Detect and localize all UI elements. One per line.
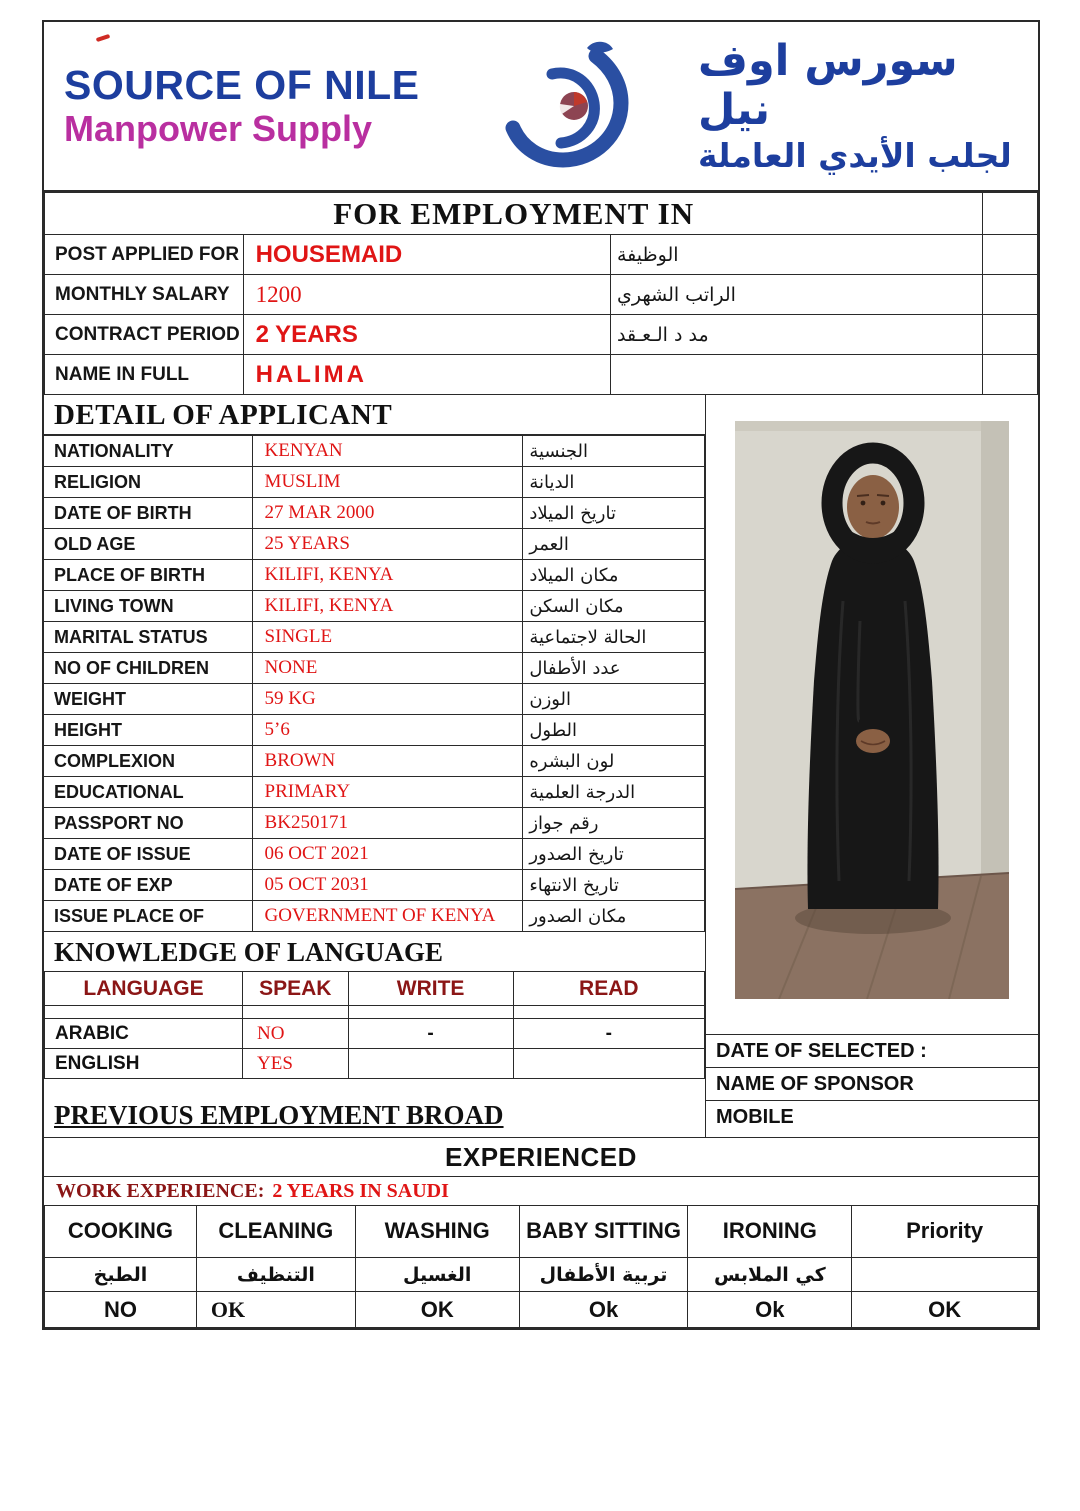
skill-label-arabic: الغسيل bbox=[355, 1258, 519, 1292]
section-title-language: KNOWLEDGE OF LANGUAGE bbox=[54, 937, 444, 967]
skill-value: OK bbox=[852, 1292, 1038, 1328]
skill-value: Ok bbox=[688, 1292, 852, 1328]
table-row bbox=[45, 1049, 705, 1079]
language-speak: NO bbox=[243, 1019, 349, 1049]
table-row bbox=[45, 275, 1038, 315]
table-row bbox=[45, 1292, 1038, 1328]
table-row bbox=[44, 808, 705, 839]
field-value: HOUSEMAID bbox=[243, 235, 610, 275]
field-label-arabic: العمر bbox=[523, 529, 705, 560]
field-label-arabic: الطول bbox=[523, 715, 705, 746]
detail-left-column bbox=[44, 395, 705, 1137]
table-row bbox=[44, 901, 705, 932]
table-row bbox=[44, 777, 705, 808]
table-row bbox=[44, 715, 705, 746]
field-label-arabic: رقم جواز bbox=[523, 808, 705, 839]
field-label-arabic: تاريخ الصدور bbox=[523, 839, 705, 870]
empty-cell bbox=[983, 235, 1038, 275]
skill-header: COOKING bbox=[45, 1206, 197, 1258]
field-label: NATIONALITY bbox=[44, 436, 252, 467]
field-value: 1200 bbox=[243, 275, 610, 315]
field-label: PASSPORT NO bbox=[44, 808, 252, 839]
field-value: KENYAN bbox=[252, 436, 523, 467]
agency-brand-arabic bbox=[698, 37, 1018, 175]
skill-label-arabic: تربية الأطفال bbox=[519, 1258, 688, 1292]
field-value: 05 OCT 2031 bbox=[252, 870, 523, 901]
table-row bbox=[45, 1019, 705, 1049]
column-header: WRITE bbox=[348, 972, 513, 1006]
spacer-row bbox=[45, 1006, 705, 1019]
experienced-heading: EXPERIENCED bbox=[44, 1137, 1038, 1176]
field-label-arabic: مد د الـعـقد bbox=[611, 315, 983, 355]
agency-subtitle: Manpower Supply bbox=[64, 107, 373, 149]
field-value: 59 KG bbox=[252, 684, 523, 715]
skills-table bbox=[44, 1205, 1038, 1328]
table-row bbox=[45, 235, 1038, 275]
field-value: 25 YEARS bbox=[252, 529, 523, 560]
field-label: LIVING TOWN bbox=[44, 591, 252, 622]
table-header-row bbox=[45, 1206, 1038, 1258]
agency-name: SOURCE OF NILE bbox=[64, 61, 420, 108]
field-label-arabic: الحالة لاجتماعية bbox=[523, 622, 705, 653]
table-header-row bbox=[45, 972, 705, 1006]
field-label-arabic: الراتب الشهري bbox=[611, 275, 983, 315]
mobile-label: MOBILE bbox=[716, 1106, 794, 1128]
field-value: PRIMARY bbox=[252, 777, 523, 808]
field-value: NONE bbox=[252, 653, 523, 684]
language-name: ENGLISH bbox=[45, 1049, 243, 1079]
skill-label-arabic: كي الملابس bbox=[688, 1258, 852, 1292]
table-row bbox=[44, 746, 705, 777]
skill-header: Priority bbox=[852, 1206, 1038, 1258]
field-label: DATE OF EXP bbox=[44, 870, 252, 901]
skill-header: CLEANING bbox=[196, 1206, 355, 1258]
skill-label-arabic: الطبخ bbox=[45, 1258, 197, 1292]
field-label: DATE OF BIRTH bbox=[44, 498, 252, 529]
field-label: OLD AGE bbox=[44, 529, 252, 560]
table-row bbox=[45, 1258, 1038, 1292]
scan-mark bbox=[96, 34, 111, 42]
field-label: ISSUE PLACE OF bbox=[44, 901, 252, 932]
field-label-arabic: لون البشره bbox=[523, 746, 705, 777]
skill-header: IRONING bbox=[688, 1206, 852, 1258]
detail-section bbox=[44, 395, 1038, 1137]
field-value: MUSLIM bbox=[252, 467, 523, 498]
agency-logo-icon bbox=[442, 36, 698, 176]
work-experience-value: 2 YEARS IN SAUDI bbox=[272, 1180, 449, 1202]
field-label: WEIGHT bbox=[44, 684, 252, 715]
agency-header bbox=[42, 20, 1040, 192]
field-label-arabic: مكان الميلاد bbox=[523, 560, 705, 591]
field-label-arabic bbox=[611, 355, 983, 395]
skill-label-arabic: التنظيف bbox=[196, 1258, 355, 1292]
field-label-arabic: الدرجة العلمية bbox=[523, 777, 705, 808]
skill-header: BABY SITTING bbox=[519, 1206, 688, 1258]
section-title-employment: FOR EMPLOYMENT IN bbox=[45, 193, 983, 235]
column-header: LANGUAGE bbox=[45, 972, 243, 1006]
field-label: POST APPLIED FOR bbox=[45, 235, 244, 275]
field-value: 06 OCT 2021 bbox=[252, 839, 523, 870]
field-label-arabic: عدد الأطفال bbox=[523, 653, 705, 684]
field-label: EDUCATIONAL bbox=[44, 777, 252, 808]
field-label: DATE OF ISSUE bbox=[44, 839, 252, 870]
field-value: BK250171 bbox=[252, 808, 523, 839]
field-label-arabic: الوظيفة bbox=[611, 235, 983, 275]
column-header: READ bbox=[513, 972, 704, 1006]
field-value: KILIFI, KENYA bbox=[252, 560, 523, 591]
document-page bbox=[42, 0, 1040, 1330]
applicant-photo bbox=[706, 395, 1038, 999]
field-label: CONTRACT PERIOD bbox=[45, 315, 244, 355]
field-value: 5’6 bbox=[252, 715, 523, 746]
field-value: KILIFI, KENYA bbox=[252, 591, 523, 622]
language-read: - bbox=[513, 1019, 704, 1049]
field-label: NAME IN FULL bbox=[45, 355, 244, 395]
table-row bbox=[44, 653, 705, 684]
table-row bbox=[44, 591, 705, 622]
column-header: SPEAK bbox=[243, 972, 349, 1006]
field-label: NO OF CHILDREN bbox=[44, 653, 252, 684]
skill-header: WASHING bbox=[355, 1206, 519, 1258]
section-title-detail: DETAIL OF APPLICANT bbox=[44, 395, 705, 435]
name-of-sponsor-label: NAME OF SPONSOR bbox=[706, 1068, 1038, 1101]
field-value: 2 YEARS bbox=[243, 315, 610, 355]
table-row bbox=[45, 193, 1038, 235]
field-label-arabic: تاريخ الميلاد bbox=[523, 498, 705, 529]
table-row bbox=[44, 622, 705, 653]
work-experience-label: WORK EXPERIENCE: bbox=[56, 1180, 265, 1202]
detail-right-column bbox=[705, 395, 1038, 1137]
empty-cell bbox=[983, 275, 1038, 315]
field-label: HEIGHT bbox=[44, 715, 252, 746]
field-label: PLACE OF BIRTH bbox=[44, 560, 252, 591]
language-speak: YES bbox=[243, 1049, 349, 1079]
employment-table bbox=[44, 192, 1038, 395]
table-row bbox=[44, 870, 705, 901]
section-title-previous-employment: PREVIOUS EMPLOYMENT BROAD bbox=[54, 1100, 504, 1130]
table-row bbox=[44, 498, 705, 529]
agency-subtitle-arabic: لجلب الأيدي العاملة bbox=[698, 135, 1012, 175]
table-row bbox=[44, 529, 705, 560]
field-label-arabic: مكان الصدور bbox=[523, 901, 705, 932]
language-table bbox=[44, 971, 705, 1079]
skill-value: OK bbox=[355, 1292, 519, 1328]
field-label: RELIGION bbox=[44, 467, 252, 498]
field-label-arabic: تاريخ الانتهاء bbox=[523, 870, 705, 901]
skill-value: NO bbox=[45, 1292, 197, 1328]
field-value: 27 MAR 2000 bbox=[252, 498, 523, 529]
table-row bbox=[44, 560, 705, 591]
form-body bbox=[42, 192, 1040, 1330]
skill-value: Ok bbox=[519, 1292, 688, 1328]
field-value: GOVERNMENT OF KENYA bbox=[252, 901, 523, 932]
table-row bbox=[45, 315, 1038, 355]
table-row bbox=[45, 355, 1038, 395]
field-label: COMPLEXION bbox=[44, 746, 252, 777]
empty-cell bbox=[983, 193, 1038, 235]
table-row bbox=[44, 839, 705, 870]
work-experience-row bbox=[44, 1176, 1038, 1205]
field-label-arabic: مكان السكن bbox=[523, 591, 705, 622]
table-row bbox=[44, 684, 705, 715]
field-value: SINGLE bbox=[252, 622, 523, 653]
empty-cell bbox=[983, 315, 1038, 355]
skill-value: OK bbox=[196, 1292, 355, 1328]
empty-cell bbox=[983, 355, 1038, 395]
applicant-detail-table bbox=[44, 435, 705, 932]
field-value: HALIMA bbox=[243, 355, 610, 395]
language-write bbox=[348, 1049, 513, 1079]
table-row bbox=[44, 436, 705, 467]
language-read bbox=[513, 1049, 704, 1079]
field-label: MONTHLY SALARY bbox=[45, 275, 244, 315]
field-label-arabic: الديانة bbox=[523, 467, 705, 498]
table-row bbox=[44, 467, 705, 498]
date-of-selected-label: DATE OF SELECTED : bbox=[706, 1035, 1038, 1068]
language-write: - bbox=[348, 1019, 513, 1049]
language-name: ARABIC bbox=[45, 1019, 243, 1049]
agency-brand bbox=[64, 63, 442, 149]
field-label-arabic: الوزن bbox=[523, 684, 705, 715]
field-value: BROWN bbox=[252, 746, 523, 777]
skill-label-arabic bbox=[852, 1258, 1038, 1292]
field-label-arabic: الجنسية bbox=[523, 436, 705, 467]
agency-name-arabic: سورس اوف نيل bbox=[698, 35, 958, 136]
field-label: MARITAL STATUS bbox=[44, 622, 252, 653]
sponsor-section bbox=[706, 1034, 1038, 1137]
